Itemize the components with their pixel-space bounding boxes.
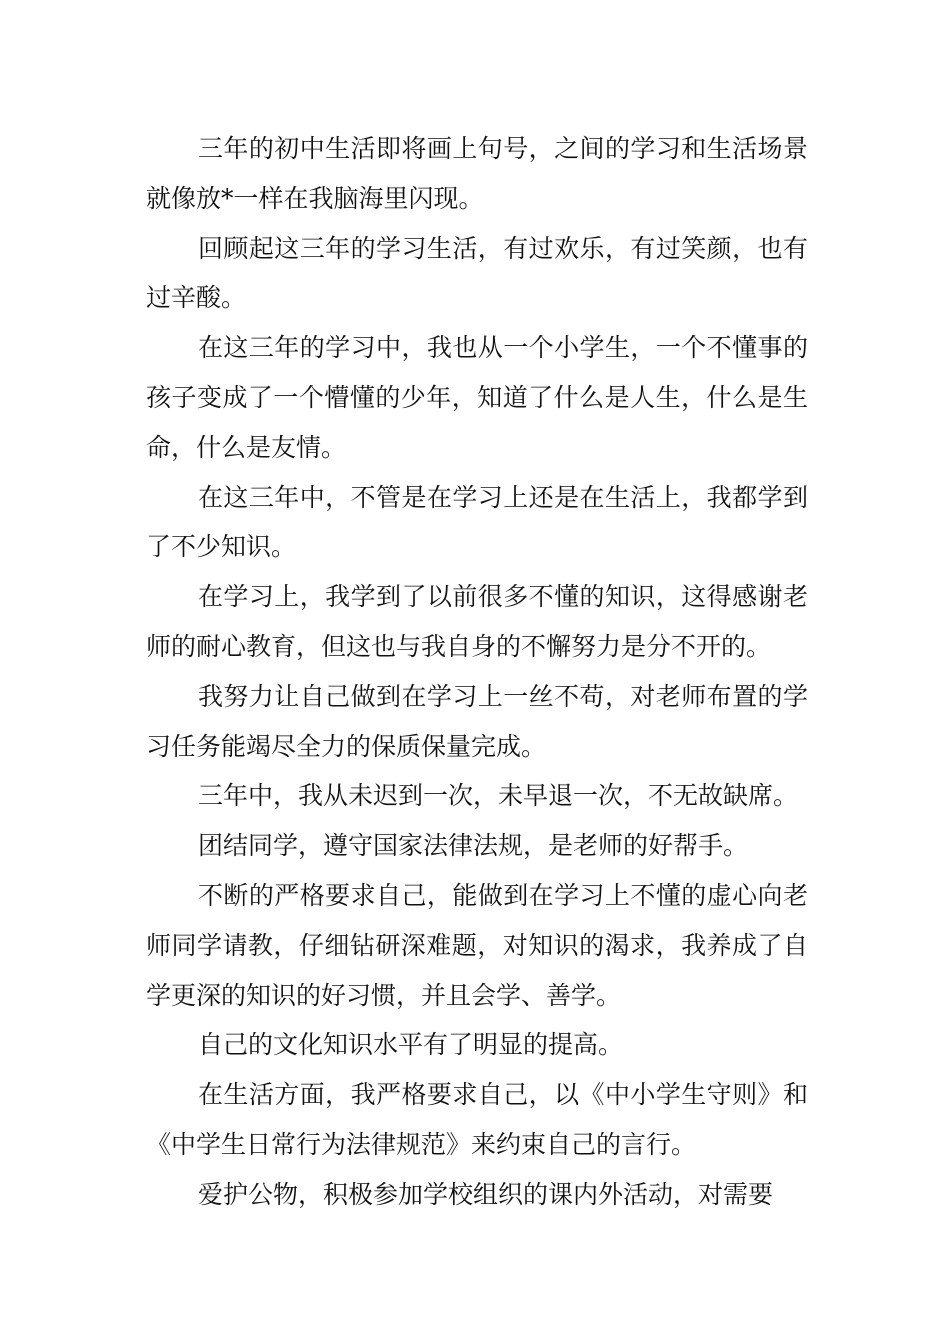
paragraph: 在生活方面，我严格要求自己，以《中小学生守则》和《中学生日常行为法律规范》来约束自己的言行。 — [146, 1080, 808, 1159]
paragraph: 我努力让自己做到在学习上一丝不苟，对老师布置的学习任务能竭尽全力的保质保量完成。 — [146, 681, 808, 761]
paragraph: 在这三年的学习中，我也从一个小学生，一个不懂事的孩子变成了一个懵懂的少年，知道了什么是人生，什么是生命，什么是友情。 — [146, 333, 808, 462]
paragraph: 三年中，我从未迟到一次，未早退一次，不无故缺席。 — [198, 781, 799, 811]
paragraph: 自己的文化知识水平有了明显的提高。 — [198, 1030, 624, 1060]
paragraph: 爱护公物，积极参加学校组织的课内外活动，对需要 — [198, 1179, 774, 1209]
paragraph: 不断的严格要求自己，能做到在学习上不懂的虚心向老师同学请教，仔细钻研深难题，对知识的渴求，我养成了自学更深的知识的好习惯，并且会学、善学。 — [146, 880, 808, 1010]
paragraph: 在这三年中，不管是在学习上还是在生活上，我都学到了不少知识。 — [146, 482, 808, 562]
document-body — [146, 124, 808, 1220]
paragraph: 在学习上，我学到了以前很多不懂的知识，这得感谢老师的耐心教育，但这也与我自身的不懈努力是分不开的。 — [146, 582, 808, 661]
paragraph: 回顾起这三年的学习生活，有过欢乐，有过笑颜，也有过辛酸。 — [146, 233, 808, 313]
paragraph: 团结同学，遵守国家法律法规，是老师的好帮手。 — [198, 831, 749, 861]
paragraph: 三年的初中生活即将画上句号，之间的学习和生活场景就像放*一样在我脑海里闪现。 — [146, 134, 808, 213]
